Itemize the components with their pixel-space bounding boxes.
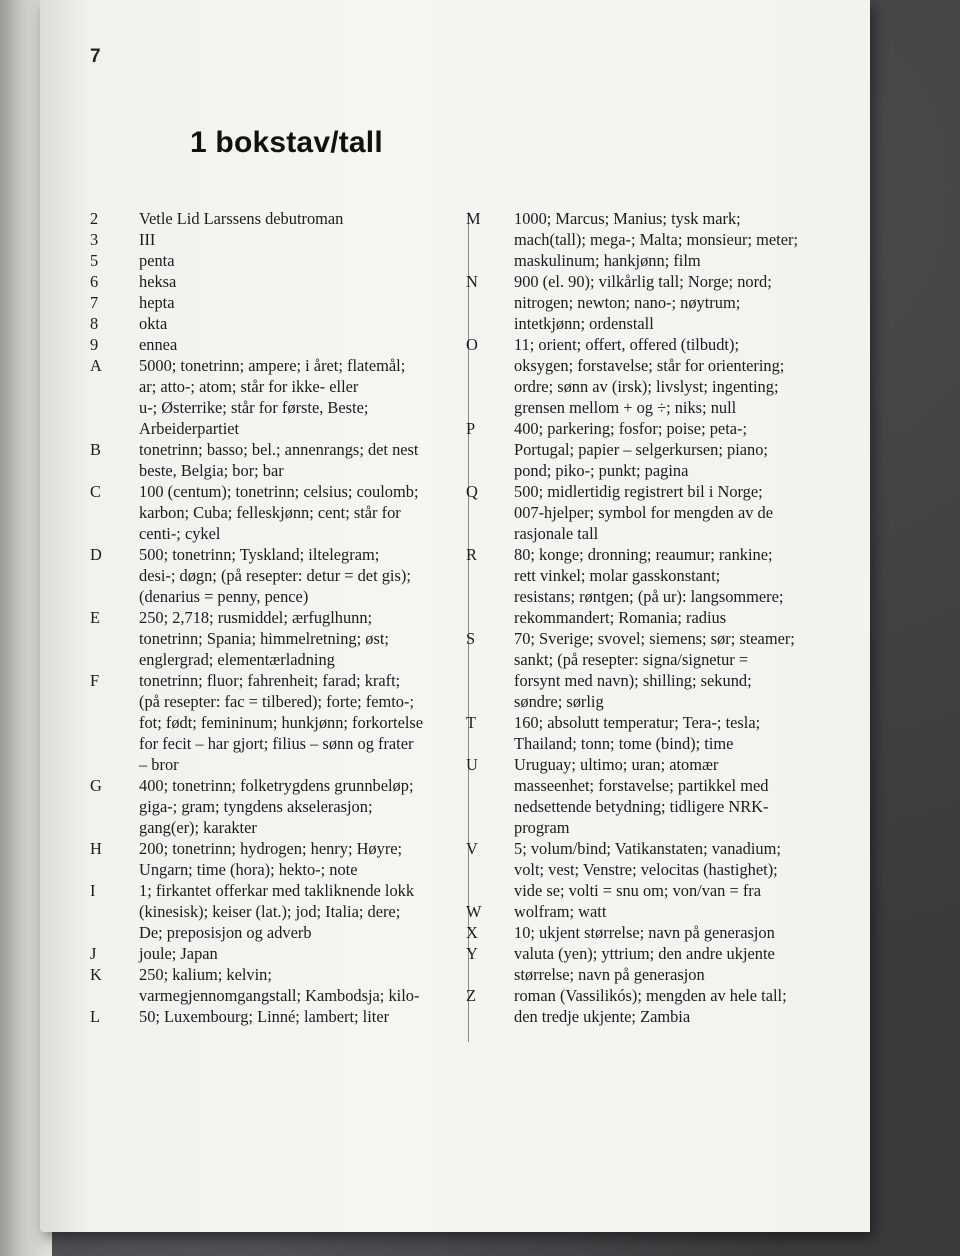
definition-line: fot; født; femininum; hunkjønn; forkortelse: [139, 713, 424, 732]
entry-key: G: [90, 776, 102, 795]
definition-line: maskulinum; hankjønn; film: [514, 251, 701, 270]
definition-line: 100 (centum); tonetrinn; celsius; coulomb;: [139, 482, 419, 501]
entry-key: M: [466, 209, 481, 228]
definition-line: beste, Belgia; bor; bar: [139, 461, 284, 480]
entry-definition: [139, 439, 470, 481]
definition-line: 10; ukjent størrelse; navn på generasjon: [514, 923, 775, 942]
glossary-entry: [90, 271, 470, 292]
entry-definition: [139, 964, 470, 1006]
entry-key: 7: [90, 293, 99, 312]
entry-key: 9: [90, 335, 99, 354]
definition-line: 70; Sverige; svovel; siemens; sør; steamer;: [514, 629, 795, 648]
definition-line: Uruguay; ultimo; uran; atomær: [514, 755, 719, 774]
definition-line: volt; vest; Venstre; velocitas (hastighet);: [514, 860, 778, 879]
definition-line: – bror: [139, 755, 179, 774]
glossary-entry: [460, 943, 840, 985]
definition-line: joule; Japan: [139, 944, 218, 963]
definition-line: 900 (el. 90); vilkårlig tall; Norge; nord;: [514, 272, 772, 291]
page-number: 7: [90, 46, 101, 67]
glossary-entry: [460, 628, 840, 712]
glossary-entry: [460, 418, 840, 481]
entry-key: C: [90, 482, 101, 501]
definition-line: 250; kalium; kelvin;: [139, 965, 272, 984]
glossary-entry: [460, 712, 840, 754]
entry-definition: [514, 208, 840, 271]
entry-key: R: [466, 545, 477, 564]
entry-definition: [139, 775, 470, 838]
definition-line: 5000; tonetrinn; ampere; i året; flatemål;: [139, 356, 406, 375]
definition-line: desi-; døgn; (på resepter: detur = det gis);: [139, 566, 411, 585]
definition-line: englergrad; elementærladning: [139, 650, 335, 669]
entry-key: W: [466, 902, 482, 921]
definition-line: masseenhet; forstavelse; partikkel med: [514, 776, 769, 795]
entry-definition: [139, 943, 470, 964]
glossary-entry: [90, 229, 470, 250]
entry-key: N: [466, 272, 478, 291]
definition-line: pond; piko-; punkt; pagina: [514, 461, 689, 480]
definition-line: (denarius = penny, pence): [139, 587, 309, 606]
definition-line: De; preposisjon og adverb: [139, 923, 312, 942]
glossary-entry: [460, 544, 840, 628]
entry-definition: [514, 544, 840, 628]
entry-definition: [514, 943, 840, 985]
entry-key: U: [466, 755, 478, 774]
definition-line: rasjonale tall: [514, 524, 599, 543]
definition-line: tonetrinn; basso; bel.; annenrangs; det nest: [139, 440, 419, 459]
entry-key: S: [466, 629, 476, 648]
entry-key: Q: [466, 482, 478, 501]
glossary-entry: [460, 922, 840, 943]
right-column: [460, 208, 840, 1027]
definition-line: 50; Luxembourg; Linné; lambert; liter: [139, 1007, 390, 1026]
definition-line: intetkjønn; ordenstall: [514, 314, 654, 333]
definition-line: 1; firkantet offerkar med takliknende lokk: [139, 881, 415, 900]
entry-key: V: [466, 839, 478, 858]
glossary-entry: [90, 607, 470, 670]
definition-line: Thailand; tonn; tome (bind); time: [514, 734, 734, 753]
entry-definition: [139, 334, 470, 355]
entry-definition: [514, 712, 840, 754]
entry-definition: [139, 355, 470, 439]
glossary-entry: [90, 208, 470, 229]
glossary-entry: [460, 481, 840, 544]
glossary-entry: [90, 355, 470, 439]
entry-key: A: [90, 356, 102, 375]
definition-line: for fecit – har gjort; filius – sønn og frater: [139, 734, 414, 753]
glossary-entry: [460, 334, 840, 418]
definition-line: okta: [139, 314, 168, 333]
definition-line: u-; Østerrike; står for første, Beste;: [139, 398, 369, 417]
glossary-entry: [90, 943, 470, 964]
definition-line: 1000; Marcus; Manius; tysk mark;: [514, 209, 741, 228]
entry-key: X: [466, 923, 478, 942]
definition-line: Portugal; papier – selgerkursen; piano;: [514, 440, 768, 459]
entry-key: 5: [90, 251, 99, 270]
glossary-entry: [90, 670, 470, 775]
glossary-entry: [90, 439, 470, 481]
definition-line: den tredje ukjente; Zambia: [514, 1007, 691, 1026]
entry-definition: [139, 313, 470, 334]
definition-line: rekommandert; Romania; radius: [514, 608, 727, 627]
definition-line: 400; tonetrinn; folketrygdens grunnbeløp;: [139, 776, 414, 795]
definition-line: 007-hjelper; symbol for mengden av de: [514, 503, 773, 522]
entry-key: O: [466, 335, 478, 354]
definition-line: resistans; røntgen; (på ur): langsommere;: [514, 587, 784, 606]
definition-line: 11; orient; offert, offered (tilbudt);: [514, 335, 740, 354]
glossary-entry: [460, 208, 840, 271]
entry-key: 2: [90, 209, 99, 228]
entry-definition: [139, 481, 470, 544]
definition-line: (kinesisk); keiser (lat.); jod; Italia; dere;: [139, 902, 401, 921]
entry-definition: [514, 418, 840, 481]
entry-definition: [514, 901, 840, 922]
book-page: [40, 0, 870, 1232]
definition-line: III: [139, 230, 156, 249]
definition-line: (på resepter: fac = tilbered); forte; femto-;: [139, 692, 414, 711]
definition-line: grensen mellom + og ÷; niks; null: [514, 398, 737, 417]
entry-definition: [514, 628, 840, 712]
glossary-entry: [90, 250, 470, 271]
definition-line: forsynt med navn); shilling; sekund;: [514, 671, 752, 690]
entry-definition: [514, 754, 840, 838]
definition-line: 200; tonetrinn; hydrogen; henry; Høyre;: [139, 839, 403, 858]
entry-key: 6: [90, 272, 99, 291]
entry-definition: [139, 838, 470, 880]
definition-line: nedsettende betydning; tidligere NRK-: [514, 797, 769, 816]
definition-line: 500; midlertidig registrert bil i Norge;: [514, 482, 763, 501]
entry-key: D: [90, 545, 102, 564]
definition-line: 400; parkering; fosfor; poise; peta-;: [514, 419, 748, 438]
glossary-entry: [460, 754, 840, 838]
glossary-entry: [90, 880, 470, 943]
left-column: [90, 208, 470, 1027]
entry-key: J: [90, 944, 97, 963]
entry-key: 8: [90, 314, 99, 333]
definition-line: ennea: [139, 335, 178, 354]
entry-key: H: [90, 839, 102, 858]
definition-line: hepta: [139, 293, 175, 312]
entry-key: B: [90, 440, 101, 459]
glossary-entry: [90, 292, 470, 313]
glossary-entry: [90, 313, 470, 334]
definition-line: 500; tonetrinn; Tyskland; iltelegram;: [139, 545, 380, 564]
entry-key: I: [90, 881, 96, 900]
page-title: 1 bokstav/tall: [190, 126, 383, 159]
entry-definition: [514, 271, 840, 334]
definition-line: 5; volum/bind; Vatikanstaten; vanadium;: [514, 839, 781, 858]
entry-definition: [514, 481, 840, 544]
glossary-entry: [460, 838, 840, 901]
entry-definition: [514, 838, 840, 901]
definition-line: sankt; (på resepter: signa/signetur =: [514, 650, 749, 669]
definition-line: størrelse; navn på generasjon: [514, 965, 705, 984]
definition-line: varmegjennomgangstall; Kambodsja; kilo-: [139, 986, 420, 1005]
definition-line: roman (Vassilikós); mengden av hele tall;: [514, 986, 787, 1005]
entry-key: 3: [90, 230, 99, 249]
glossary-entry: [460, 901, 840, 922]
glossary-entry: [460, 271, 840, 334]
entry-definition: [139, 250, 470, 271]
definition-line: karbon; Cuba; felleskjønn; cent; står for: [139, 503, 401, 522]
definition-line: Ungarn; time (hora); hekto-; note: [139, 860, 358, 879]
definition-line: Arbeiderpartiet: [139, 419, 240, 438]
entry-key: L: [90, 1007, 101, 1026]
glossary-entry: [90, 334, 470, 355]
entry-key: E: [90, 608, 101, 627]
entry-definition: [514, 922, 840, 943]
entry-definition: [514, 985, 840, 1027]
entry-definition: [514, 334, 840, 418]
entry-key: K: [90, 965, 102, 984]
glossary-entry: [90, 838, 470, 880]
definition-line: tonetrinn; fluor; fahrenheit; farad; kraft;: [139, 671, 401, 690]
definition-line: wolfram; watt: [514, 902, 607, 921]
definition-line: 80; konge; dronning; reaumur; rankine;: [514, 545, 773, 564]
glossary-entry: [460, 985, 840, 1027]
entry-definition: [139, 670, 470, 775]
definition-line: Vetle Lid Larssens debutroman: [139, 209, 344, 228]
entry-key: Z: [466, 986, 477, 1005]
entry-definition: [139, 880, 470, 943]
glossary-entry: [90, 481, 470, 544]
entry-definition: [139, 208, 470, 229]
entry-definition: [139, 271, 470, 292]
definition-line: valuta (yen); yttrium; den andre ukjente: [514, 944, 775, 963]
definition-line: ar; atto-; atom; står for ikke- eller: [139, 377, 359, 396]
entry-key: F: [90, 671, 100, 690]
glossary-entry: [90, 544, 470, 607]
glossary-entry: [90, 775, 470, 838]
entry-definition: [139, 544, 470, 607]
definition-line: penta: [139, 251, 175, 270]
definition-line: søndre; sørlig: [514, 692, 604, 711]
definition-line: 160; absolutt temperatur; Tera-; tesla;: [514, 713, 761, 732]
glossary-entry: [90, 964, 470, 1006]
entry-definition: [139, 229, 470, 250]
glossary-entry: [90, 1006, 470, 1027]
entry-key: Y: [466, 944, 478, 963]
definition-line: heksa: [139, 272, 177, 291]
entry-definition: [139, 607, 470, 670]
definition-line: rett vinkel; molar gasskonstant;: [514, 566, 721, 585]
definition-line: centi-; cykel: [139, 524, 221, 543]
entry-definition: [139, 292, 470, 313]
definition-line: vide se; volti = snu om; von/van = fra: [514, 881, 762, 900]
definition-line: 250; 2,718; rusmiddel; ærfuglhunn;: [139, 608, 373, 627]
definition-line: gang(er); karakter: [139, 818, 257, 837]
entry-definition: [139, 1006, 470, 1027]
entry-key: T: [466, 713, 477, 732]
entry-key: P: [466, 419, 476, 438]
definition-line: program: [514, 818, 570, 837]
definition-line: giga-; gram; tyngdens akselerasjon;: [139, 797, 373, 816]
definition-line: ordre; sønn av (irsk); livslyst; ingenting;: [514, 377, 779, 396]
definition-line: nitrogen; newton; nano-; nøytrum;: [514, 293, 741, 312]
definition-line: oksygen; forstavelse; står for orientering;: [514, 356, 785, 375]
definition-line: mach(tall); mega-; Malta; monsieur; meter;: [514, 230, 799, 249]
definition-line: tonetrinn; Spania; himmelretning; øst;: [139, 629, 389, 648]
